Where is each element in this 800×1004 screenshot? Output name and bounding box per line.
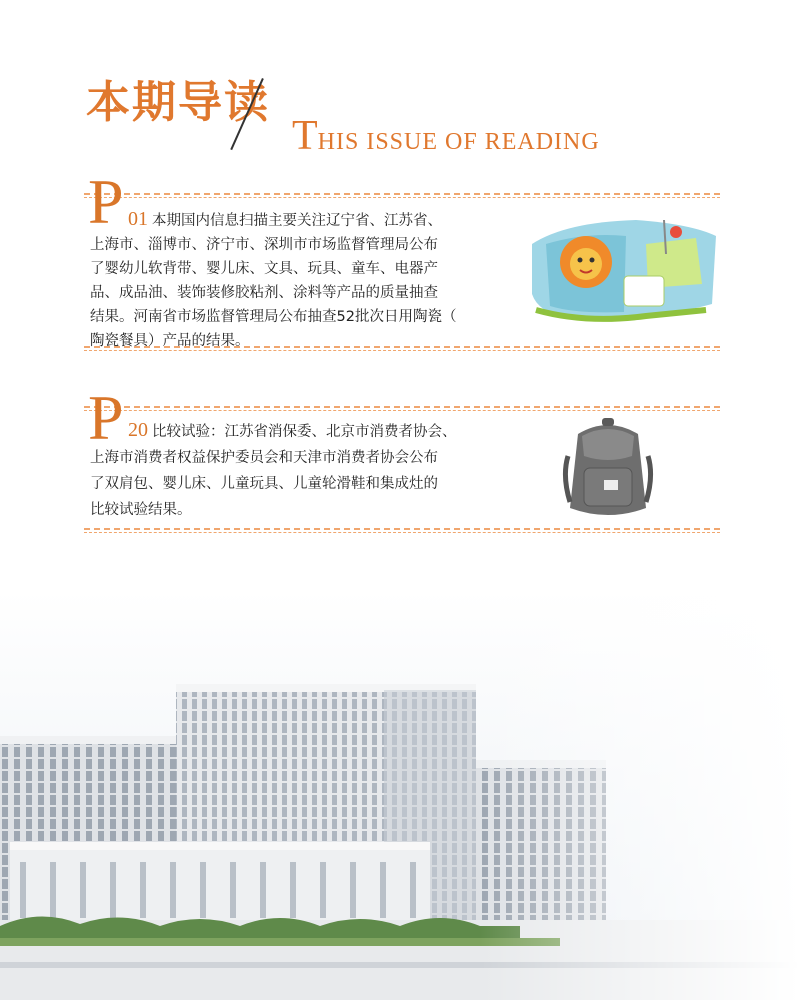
article-2-letter: P — [88, 382, 124, 453]
article-1-line: 品、成品油、装饰装修胶粘剂、涂料等产品的质量抽查 — [90, 285, 438, 301]
divider-top-2 — [84, 406, 720, 408]
subtitle-rest: HIS ISSUE OF READING — [317, 129, 600, 155]
divider-bottom-2 — [84, 528, 720, 530]
article-2-line: 了双肩包、婴儿床、儿童玩具、儿童轮滑鞋和集成灶的 — [90, 476, 438, 492]
backpack-photo — [560, 416, 656, 524]
page-subtitle — [292, 112, 600, 160]
article-2-line: 比较试验结果。 — [90, 502, 192, 518]
subtitle-initial: T — [292, 113, 318, 159]
article-1-page: 01 — [128, 208, 148, 230]
building-illustration — [0, 590, 800, 1000]
divider-top-1b — [84, 197, 720, 198]
article-1-line: 上海市、淄博市、济宁市、深圳市市场监督管理局公布 — [90, 237, 438, 253]
article-2-text — [90, 417, 500, 523]
article-1-letter: P — [88, 166, 124, 237]
divider-bottom-2b — [84, 532, 720, 533]
article-1-line: 陶瓷餐具）产品的结果。 — [90, 333, 250, 349]
divider-bottom-1 — [84, 346, 720, 348]
article-2-line: 20 比较试验：江苏省消保委、北京市消费者协会、 — [128, 419, 457, 441]
article-1-text — [90, 207, 500, 353]
divider-bottom-1b — [84, 350, 720, 351]
baby-bouncer-photo — [526, 214, 720, 324]
article-1-line: 01 本期国内信息扫描主要关注辽宁省、江苏省、 — [128, 208, 442, 230]
divider-top-1 — [84, 193, 720, 195]
article-2-page: 20 — [128, 419, 148, 441]
article-1-line: 结果。河南省市场监督管理局公布抽查52批次日用陶瓷（ — [90, 309, 457, 325]
divider-top-2b — [84, 410, 720, 411]
page-title: 本期导读 — [86, 77, 270, 128]
article-1-line: 了婴幼儿软背带、婴儿床、文具、玩具、童车、电器产 — [90, 261, 438, 277]
article-2-line: 上海市消费者权益保护委员会和天津市消费者协会公布 — [90, 450, 438, 466]
